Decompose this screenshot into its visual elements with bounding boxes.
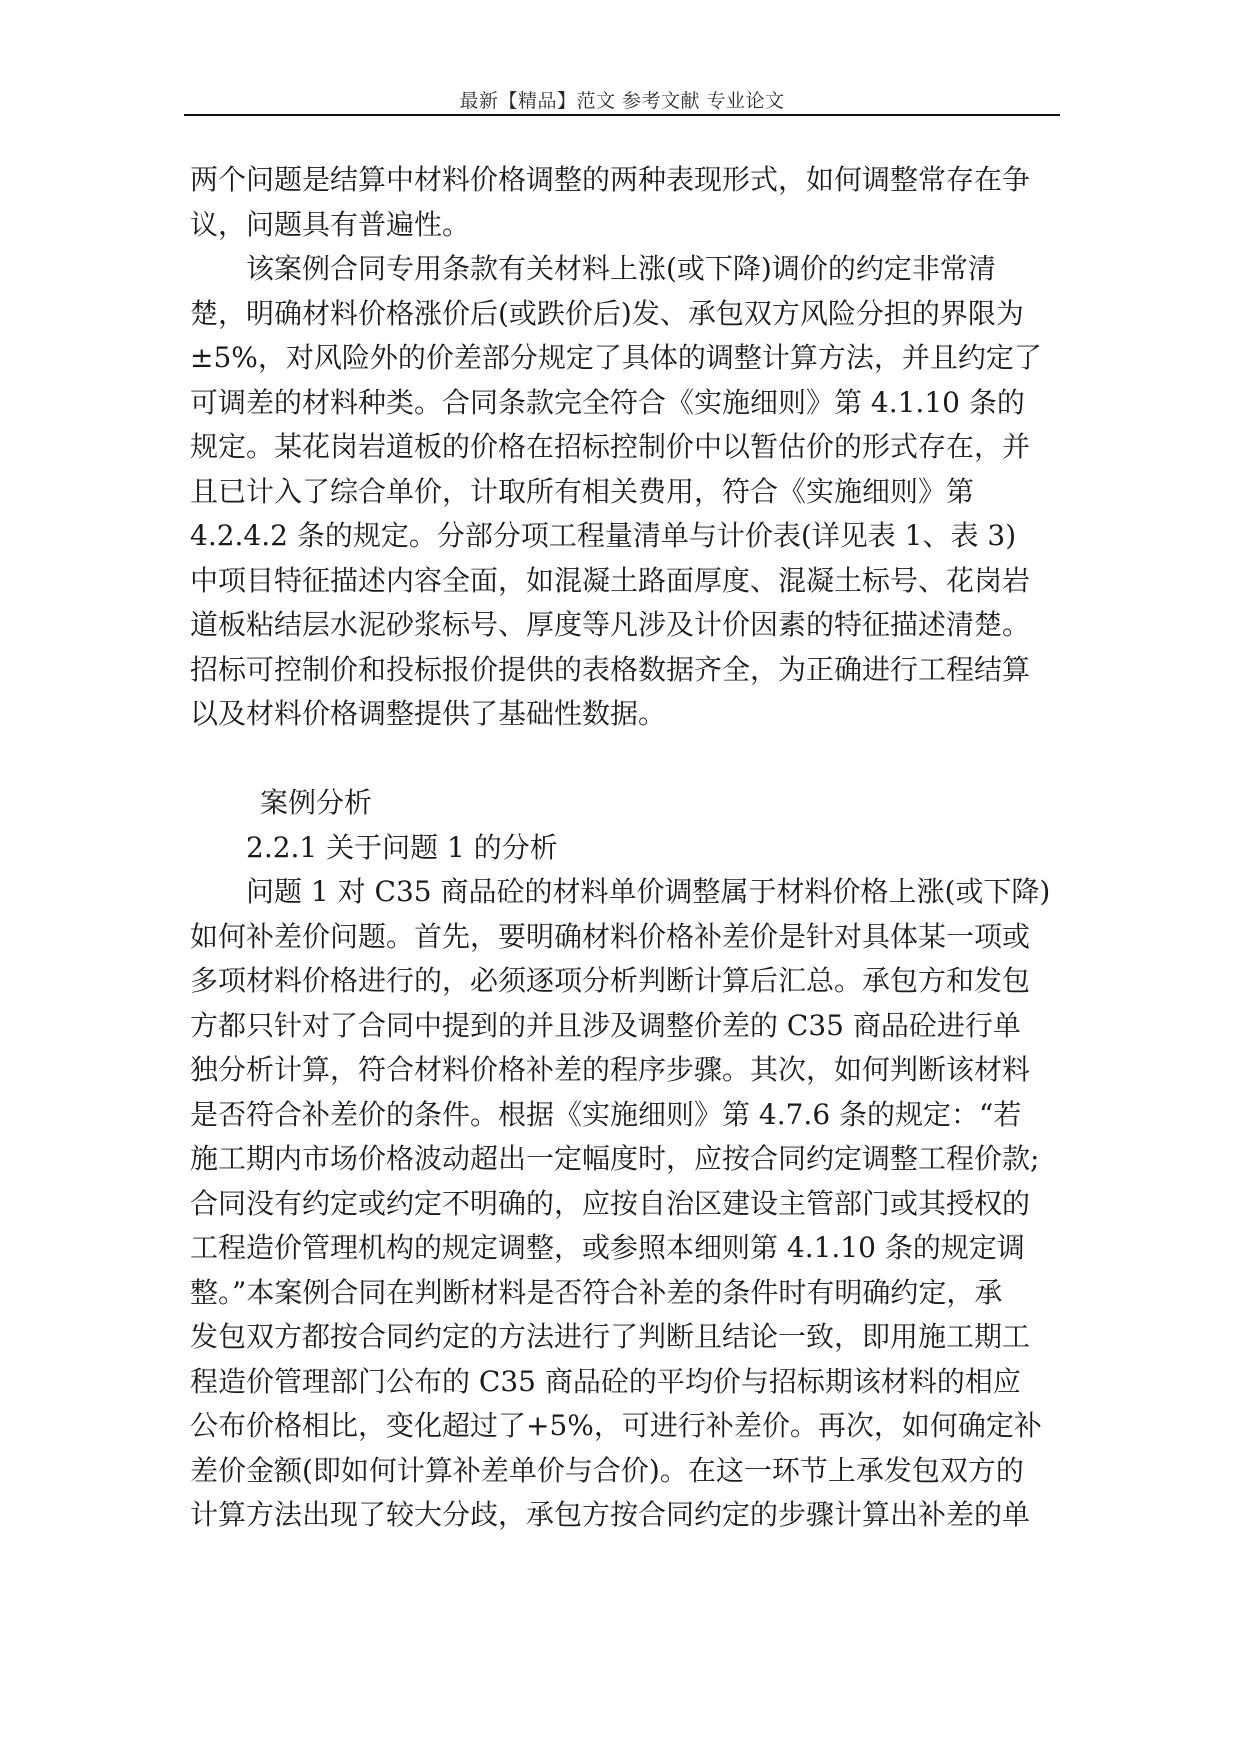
text-line: 楚，明确材料价格涨价后(或跌价后)发、承包双方风险分担的界限为 xyxy=(190,296,1024,330)
text-line: 施工期内市场价格波动超出一定幅度时，应按合同约定调整工程价款; xyxy=(190,1142,1040,1175)
text-line: 4.2.4.2 条的规定。分部分项工程量清单与计价表(详见表 1、表 3) xyxy=(190,519,1017,552)
text-line: 招标可控制价和投标报价提供的表格数据齐全，为正确进行工程结算 xyxy=(190,652,1031,686)
text-line: 中项目特征描述内容全面，如混凝土路面厚度、混凝土标号、花岗岩 xyxy=(190,563,1031,597)
text-line: 发包双方都按合同约定的方法进行了判断且结论一致，即用施工期工 xyxy=(190,1320,1031,1353)
text-line: 是否符合补差价的条件。根据《实施细则》第 4.7.6 条的规定：“若 xyxy=(190,1097,1022,1131)
text-line: 公布价格相比，变化超过了+5%，可进行补差价。再次，如何确定补 xyxy=(190,1409,1042,1442)
header-divider xyxy=(184,114,1060,116)
paragraph-3 xyxy=(190,870,1060,1538)
document-body xyxy=(190,158,1060,1538)
text-line: 差价金额(即如何计算补差单价与合价)。在这一环节上承发包双方的 xyxy=(190,1453,1024,1487)
subsection-heading: 2.2.1 关于问题 1 的分析 xyxy=(246,830,558,864)
text-line: 规定。某花岗岩道板的价格在招标控制价中以暂估价的形式存在，并 xyxy=(190,430,1031,463)
page-header: 最新【精品】范文 参考文献 专业论文 xyxy=(459,90,785,112)
text-line: 两个问题是结算中材料价格调整的两种表现形式，如何调整常存在争 xyxy=(190,163,1031,196)
paragraph-1 xyxy=(190,158,1060,247)
text-line: 可调差的材料种类。合同条款完全符合《实施细则》第 4.1.10 条的 xyxy=(190,385,1025,419)
text-line: 议，问题具有普遍性。 xyxy=(190,207,471,241)
text-line: 且已计入了综合单价，计取所有相关费用，符合《实施细则》第 xyxy=(190,474,975,508)
blank-line xyxy=(190,737,1060,782)
text-line: 整。”本案例合同在判断材料是否符合补差的条件时有明确约定，承 xyxy=(190,1275,1003,1309)
text-line: 程造价管理部门公布的 C35 商品砼的平均价与招标期该材料的相应 xyxy=(190,1364,1021,1398)
text-line: 计算方法出现了较大分歧，承包方按合同约定的步骤计算出补差的单 xyxy=(190,1498,1031,1531)
text-line: 方都只针对了合同中提到的并且涉及调整价差的 C35 商品砼进行单 xyxy=(190,1008,1021,1042)
text-line: 以及材料价格调整提供了基础性数据。 xyxy=(190,697,667,730)
text-line: ±5%，对风险外的价差部分规定了具体的调整计算方法，并且约定了 xyxy=(190,341,1042,374)
text-line: 如何补差价问题。首先，要明确材料价格补差价是针对具体某一项或 xyxy=(190,919,1031,953)
paragraph-2 xyxy=(190,247,1060,737)
text-line: 独分析计算，符合材料价格补差的程序步骤。其次，如何判断该材料 xyxy=(190,1053,1031,1086)
text-line: 问题 1 对 C35 商品砼的材料单价调整属于材料价格上涨(或下降) xyxy=(246,875,1051,908)
text-line: 多项材料价格进行的，必须逐项分析判断计算后汇总。承包方和发包 xyxy=(190,964,1031,997)
text-line: 工程造价管理机构的规定调整，或参照本细则第 4.1.10 条的规定调 xyxy=(190,1231,1025,1264)
text-line: 合同没有约定或约定不明确的，应按自治区建设主管部门或其授权的 xyxy=(190,1186,1031,1220)
text-line: 该案例合同专用条款有关材料上涨(或下降)调价的约定非常清 xyxy=(246,252,996,285)
text-line: 道板粘结层水泥砂浆标号、厚度等凡涉及计价因素的特征描述清楚。 xyxy=(190,608,1031,641)
section-heading: 案例分析 xyxy=(260,786,373,819)
